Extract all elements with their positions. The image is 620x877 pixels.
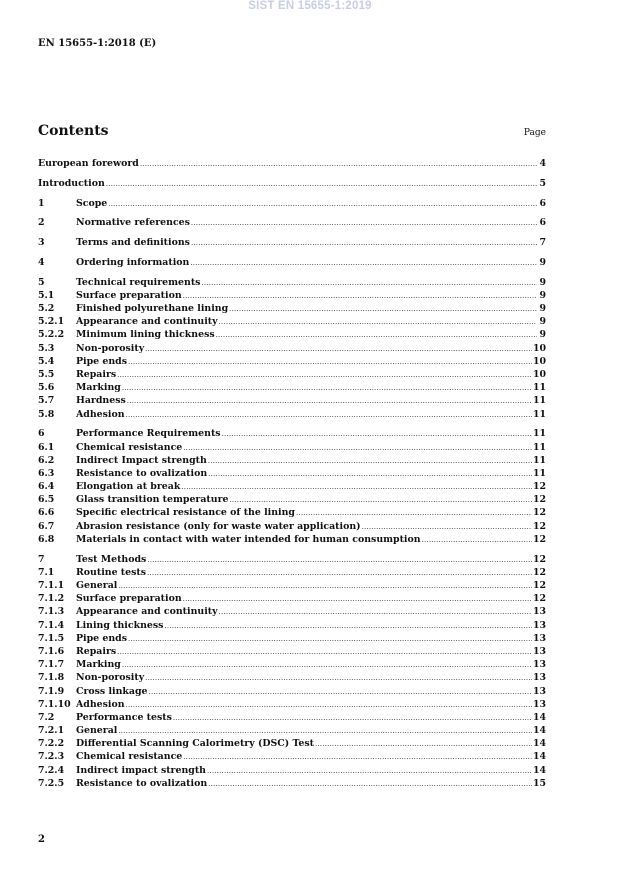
toc-entry-page: 10 [532, 355, 546, 367]
toc-entry[interactable] [38, 520, 546, 533]
toc-entry-page: 11 [532, 382, 546, 394]
toc-entry[interactable] [38, 302, 546, 315]
toc-entry-page: 6 [539, 217, 546, 229]
dot-leader [191, 217, 537, 230]
toc-entry-page: 12 [532, 593, 546, 605]
toc-entry-number: 7.1 [38, 566, 55, 578]
dot-leader [422, 534, 532, 547]
toc-entry-number: 7.2.3 [38, 751, 65, 763]
toc-entry-title: Surface preparation [76, 593, 182, 605]
dot-leader [219, 606, 532, 619]
toc-entry[interactable] [38, 256, 546, 269]
toc-entry-page: 13 [532, 645, 546, 657]
toc-entry-number: 5 [38, 276, 45, 288]
toc-entry-page: 13 [532, 619, 546, 631]
toc-entry-number: 7.2.5 [38, 777, 65, 789]
toc-entry[interactable] [38, 724, 546, 737]
dot-leader [208, 455, 532, 468]
toc-entry-title: Pipe ends [76, 355, 128, 367]
toc-entry-number: 5.2 [38, 303, 55, 315]
dot-leader [191, 237, 537, 250]
dot-leader [106, 178, 537, 191]
toc-entry-page: 13 [532, 632, 546, 644]
toc-entry-page: 14 [532, 764, 546, 776]
toc-entry-page: 12 [532, 481, 546, 493]
toc-entry-title: Lining thickness [76, 619, 164, 631]
toc-entry-number: 6.3 [38, 467, 55, 479]
dot-leader [126, 409, 532, 422]
toc-entry-number: 2 [38, 217, 45, 229]
toc-entry[interactable] [38, 441, 546, 454]
toc-entry[interactable] [38, 467, 546, 480]
toc-entry-number: 1 [38, 197, 45, 209]
toc-entry-number: 6.5 [38, 494, 55, 506]
dot-leader [222, 428, 532, 441]
toc-entry[interactable] [38, 671, 546, 684]
toc-entry-page: 14 [532, 751, 546, 763]
toc-entry-number: 5.7 [38, 395, 55, 407]
toc-entry[interactable] [38, 408, 546, 421]
toc-entry-page: 11 [532, 408, 546, 420]
toc-entry-title: Adhesion [76, 698, 125, 710]
toc-entry-title: General [76, 580, 118, 591]
dot-leader [183, 751, 532, 764]
toc-entry-title: Appearance and continuity [76, 606, 218, 618]
toc-entry[interactable] [38, 750, 546, 763]
toc-entry-number: 5.3 [38, 342, 55, 354]
toc-entry-page: 12 [532, 507, 546, 519]
toc-entry-page: 14 [532, 738, 546, 750]
toc-entry-page: 12 [532, 533, 546, 545]
toc-entry-page: 12 [532, 580, 546, 591]
dot-leader [208, 778, 532, 791]
toc-entry[interactable] [38, 619, 546, 632]
toc-entry-title: Appearance and continuity [76, 316, 218, 328]
toc-entry-title: Introduction [38, 177, 105, 189]
toc-entry-title: Test Methods [76, 553, 147, 565]
toc-entry-title: Marking [76, 659, 121, 671]
toc-entry-number: 7 [38, 553, 45, 565]
toc-entry-page: 11 [532, 441, 546, 453]
dot-leader [140, 158, 537, 171]
dot-leader [164, 620, 532, 633]
toc-entry-page: 13 [532, 672, 546, 684]
toc-entry-title: Repairs [76, 369, 117, 380]
toc-entry-number: 6.7 [38, 520, 55, 532]
toc-entry-title: Abrasion resistance (only for waste water application) [76, 520, 361, 532]
toc-entry[interactable] [38, 289, 546, 302]
toc-entry-title: Non-porosity [76, 672, 145, 684]
dot-leader [122, 659, 532, 672]
toc-entry-number: 4 [38, 256, 45, 268]
toc-entry-title: Cross linkage [76, 685, 148, 697]
dot-leader [315, 738, 532, 751]
dot-leader [149, 686, 532, 699]
dot-leader [122, 382, 532, 395]
toc-entry[interactable] [38, 605, 546, 618]
toc-entry-number: 3 [38, 237, 45, 249]
toc-entry[interactable] [38, 506, 546, 519]
toc-entry-page: 9 [539, 289, 546, 301]
dot-leader [190, 257, 537, 270]
toc-entry-title: Resistance to ovalization [76, 777, 208, 789]
toc-entry-title: Pipe ends [76, 632, 128, 644]
toc-entry-page: 7 [539, 237, 546, 249]
toc-entry-title: Non-porosity [76, 342, 145, 354]
toc-entry-page: 12 [532, 553, 546, 565]
toc-entry-page: 14 [532, 725, 546, 737]
toc-entry-number: 6.4 [38, 481, 55, 493]
toc-entry[interactable] [38, 579, 546, 592]
toc-entry-page: 12 [532, 566, 546, 578]
toc-entry-title: Normative references [76, 217, 190, 229]
toc-entry[interactable] [38, 737, 546, 750]
toc-entry-page: 13 [532, 659, 546, 671]
toc-entry-number: 6.2 [38, 454, 55, 466]
toc-entry[interactable] [38, 685, 546, 698]
toc-entry-title: Performance Requirements [76, 428, 221, 440]
toc-entry[interactable] [38, 216, 546, 229]
dot-leader [147, 554, 532, 567]
dot-leader [147, 567, 532, 580]
dot-leader [128, 633, 532, 646]
toc-entry-number: 7.1.3 [38, 606, 65, 618]
dot-leader [183, 442, 532, 455]
dot-leader [145, 343, 532, 356]
toc-entry-page: 13 [532, 698, 546, 710]
toc-entry-page: 11 [532, 454, 546, 466]
toc-entry[interactable] [38, 328, 546, 341]
dot-leader [117, 369, 532, 382]
toc-entry[interactable] [38, 566, 546, 579]
page-number: 2 [38, 834, 45, 845]
toc-entry-number: 5.1 [38, 289, 55, 301]
contents-title: Contents [38, 123, 109, 139]
toc-entry[interactable] [38, 368, 546, 381]
document-id: EN 15655-1:2018 (E) [38, 38, 157, 49]
dot-leader [181, 481, 532, 494]
toc-entry[interactable] [38, 342, 546, 355]
dot-leader [117, 646, 532, 659]
toc-entry[interactable] [38, 632, 546, 645]
toc-entry-number: 7.2.2 [38, 738, 65, 750]
toc-entry-page: 13 [532, 606, 546, 618]
toc-entry-page: 9 [539, 256, 546, 268]
toc-entry-number: 7.1.5 [38, 632, 65, 644]
toc-entry[interactable] [38, 711, 546, 724]
toc-entry-title: Terms and definitions [76, 237, 190, 249]
toc-entry-title: Materials in contact with water intended for human consumption [76, 533, 421, 545]
toc-entry-page: 12 [532, 520, 546, 532]
toc-entry[interactable] [38, 480, 546, 493]
toc-entry-page: 10 [532, 342, 546, 354]
toc-entry-title: Differential Scanning Calorimetry (DSC) Test [76, 738, 314, 750]
toc-entry[interactable] [38, 315, 546, 328]
toc-entry-page: 10 [532, 369, 546, 380]
toc-entry[interactable] [38, 355, 546, 368]
toc-entry-number: 7.1.4 [38, 619, 65, 631]
toc-entry-number: 7.1.8 [38, 672, 65, 684]
toc-entry-number: 7.1.7 [38, 659, 65, 671]
toc-entry-page: 12 [532, 494, 546, 506]
toc-entry-title: Specific electrical resistance of the lining [76, 507, 295, 519]
toc-entry[interactable] [38, 698, 546, 711]
toc-entry-title: Adhesion [76, 408, 125, 420]
toc-entry-number: 5.2.2 [38, 329, 65, 341]
toc-entry-number: 7.1.6 [38, 645, 65, 657]
toc-entry[interactable] [38, 493, 546, 506]
toc-entry-number: 7.1.2 [38, 593, 65, 605]
toc-entry-number: 7.1.1 [38, 580, 65, 591]
toc-entry-page: 13 [532, 685, 546, 697]
toc-entry-title: Hardness [76, 395, 126, 407]
toc-entry-title: European foreword [38, 158, 139, 169]
dot-leader [183, 593, 532, 606]
dot-leader [145, 672, 532, 685]
toc-entry-number: 7.2.1 [38, 725, 65, 737]
toc-entry-page: 5 [539, 177, 546, 189]
toc-entry-title: General [76, 725, 118, 737]
toc-entry-title: Minimum lining thickness [76, 329, 215, 341]
toc-entry-title: Performance tests [76, 711, 172, 723]
toc-entry[interactable] [38, 592, 546, 605]
dot-leader [229, 303, 537, 316]
toc-entry-number: 6.8 [38, 533, 55, 545]
toc-entry-title: Indirect Impact strength [76, 454, 207, 466]
toc-entry-number: 7.2.4 [38, 764, 65, 776]
toc-entry-page: 4 [539, 158, 546, 169]
toc-entry-number: 5.5 [38, 369, 55, 380]
dot-leader [183, 290, 537, 303]
toc-entry[interactable] [38, 276, 546, 289]
toc-entry[interactable] [38, 454, 546, 467]
toc-entry-page: 9 [539, 303, 546, 315]
dot-leader [127, 395, 532, 408]
toc-entry[interactable] [38, 777, 546, 790]
toc-entry-page: 14 [532, 711, 546, 723]
toc-entry[interactable] [38, 533, 546, 546]
dot-leader [128, 356, 532, 369]
toc-entry-number: 6.6 [38, 507, 55, 519]
table-of-contents [38, 157, 546, 790]
toc-entry-title: Elongation at break [76, 481, 181, 493]
toc-entry-title: Resistance to ovalization [76, 467, 208, 479]
toc-entry-title: Ordering information [76, 256, 190, 268]
watermark: SIST EN 15655-1:2019 [248, 0, 372, 12]
toc-entry-title: Glass transition temperature [76, 494, 229, 506]
dot-leader [108, 198, 537, 211]
toc-entry-title: Repairs [76, 645, 117, 657]
toc-entry-number: 5.6 [38, 382, 55, 394]
toc-entry-page: 9 [539, 329, 546, 341]
toc-entry-title: Surface preparation [76, 289, 182, 301]
toc-entry[interactable] [38, 177, 546, 190]
dot-leader [201, 277, 537, 290]
toc-entry-title: Marking [76, 382, 121, 394]
toc-entry[interactable] [38, 197, 546, 210]
dot-leader [126, 699, 532, 712]
toc-entry[interactable] [38, 381, 546, 394]
toc-entry-number: 5.8 [38, 408, 55, 420]
toc-entry-page: 15 [532, 777, 546, 789]
toc-entry-number: 7.1.10 [38, 698, 71, 710]
toc-entry-page: 9 [539, 276, 546, 288]
toc-entry-page: 11 [532, 395, 546, 407]
page-column-label: Page [523, 128, 546, 138]
toc-entry-page: 6 [539, 197, 546, 209]
toc-entry-number: 7.1.9 [38, 685, 65, 697]
dot-leader [216, 329, 537, 342]
toc-entry-number: 7.2 [38, 711, 55, 723]
toc-entry-number: 5.2.1 [38, 316, 65, 328]
dot-leader [173, 712, 532, 725]
toc-entry-page: 9 [539, 316, 546, 328]
toc-entry-title: Scope [76, 197, 108, 209]
dot-leader [207, 765, 532, 778]
toc-entry[interactable] [38, 553, 546, 566]
toc-entry-title: Finished polyurethane lining [76, 303, 229, 315]
toc-entry-page: 11 [532, 428, 546, 440]
toc-entry-number: 6.1 [38, 441, 55, 453]
toc-entry-title: Indirect impact strength [76, 764, 206, 776]
toc-entry[interactable] [38, 427, 546, 440]
toc-entry-title: Routine tests [76, 566, 146, 578]
dot-leader [219, 316, 537, 329]
toc-entry[interactable] [38, 236, 546, 249]
toc-entry-number: 5.4 [38, 355, 55, 367]
toc-entry-number: 6 [38, 428, 45, 440]
toc-entry[interactable] [38, 645, 546, 658]
toc-entry[interactable] [38, 157, 546, 170]
dot-leader [208, 468, 532, 481]
toc-entry-title: Chemical resistance [76, 751, 183, 763]
toc-entry-title: Technical requirements [76, 276, 201, 288]
toc-entry[interactable] [38, 658, 546, 671]
toc-entry-title: Chemical resistance [76, 441, 183, 453]
toc-entry-page: 11 [532, 467, 546, 479]
toc-entry[interactable] [38, 394, 546, 407]
toc-entry[interactable] [38, 764, 546, 777]
